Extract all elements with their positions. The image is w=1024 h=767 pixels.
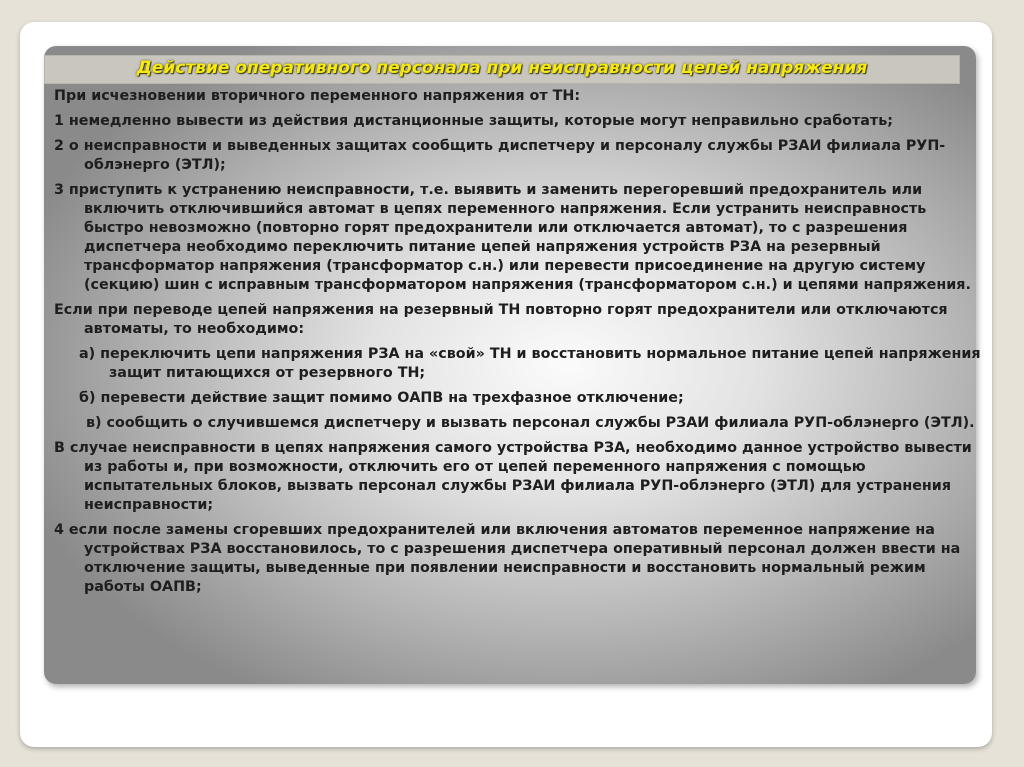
paragraph-step-1: 1 немедленно вывести из действия дистанционные защиты, которые могут неправильно сработать; [54, 113, 893, 129]
paragraph-step-2: 2 о неисправности и выведенных защитах сообщить диспетчеру и персоналу службы РЗАИ филиала РУП-облэнерго (ЭТЛ); [54, 138, 946, 173]
paragraph-step-4: 4 если после замены сгоревших предохранителей или включения автоматов переменное напряжение на устройствах РЗА восстановилось, то с разрешения диспетчера оперативный персонал должен ввести на отключение защиты, выведенные при появлении неисправности и восстановить нормальный режим работы ОАПВ; [54, 522, 961, 595]
paragraph-sub-a: а) переключить цепи напряжения РЗА на «свой» ТН и восстановить нормальное питание цепей напряжения защит питающихся от резервного ТН; [79, 346, 981, 381]
slide-title: Действие оперативного персонала при неисправности цепей напряжения [136, 58, 868, 78]
paragraph-intro: При исчезновении вторичного переменного напряжения от ТН: [54, 88, 581, 104]
paragraph-sub-b: б) перевести действие защит помимо ОАПВ на трехфазное отключение; [79, 390, 684, 406]
paragraph-reserve-tn: Если при переводе цепей напряжения на резервный ТН повторно горят предохранители или отключаются автоматы, то необходимо: [54, 302, 948, 337]
paragraph-device-fault: В случае неисправности в цепях напряжения самого устройства РЗА, необходимо данное устройство вывести из работы и, при возможности, отключить его от цепей переменного напряжения с помощью испытательных блоков, вызвать персонал службы РЗАИ филиала РУП-облэнерго (ЭТЛ) для устранения неисправности; [54, 440, 972, 513]
paragraph-sub-c: в) сообщить о случившемся диспетчеру и вызвать персонал службы РЗАИ филиала РУП-облэнерго (ЭТЛ). [86, 415, 975, 431]
paragraph-step-3: 3 приступить к устранению неисправности, т.е. выявить и заменить перегоревший предохранитель или включить отключившийся автомат в цепях переменного напряжения. Если устранить неисправность быстро невозможно (повторно горят предохранители или отключается автомат), то с разрешения диспетчера необходимо переключить питание цепей напряжения устройств РЗА на резервный трансформатор напряжения (трансформатор с.н.) или перевести присоединение на другую систему (секцию) шин с исправным трансформатором напряжения (трансформатором с.н.) и цепями напряжения. [54, 182, 971, 293]
slide-body [54, 87, 982, 603]
